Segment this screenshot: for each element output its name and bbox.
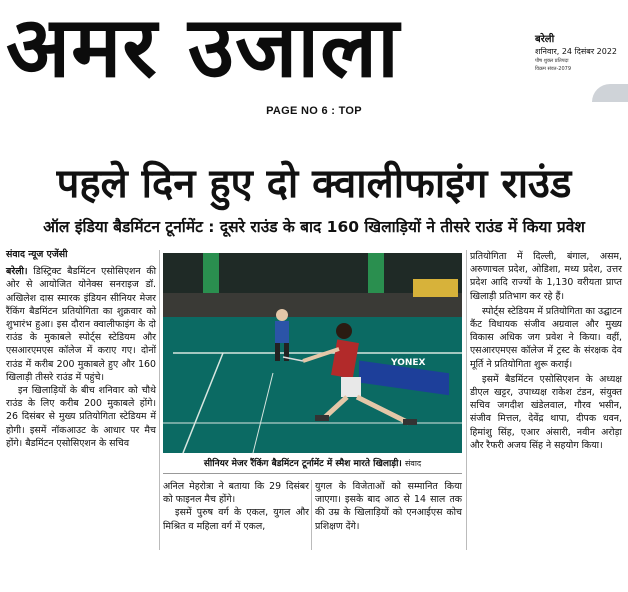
article-column-3: [315, 480, 462, 533]
hindu-date-2: विक्रम संवत-2079: [535, 66, 572, 72]
paragraph: इसमें बैडमिंटन एसोसिएशन के अध्यक्ष डीएल खट्टर, उपाध्यक्ष राकेश टंडन, संयुक्त सचिव जगदीश खंडेलवाल, गौरव भसीन, संजीव मित्तल, देवेंद्र थापा, दीपक धवन, हिमांशु सिंह, एआर अंसारी, नवीन अरोड़ा और रैफरी अजय सिंह ने सहयोग किया।: [470, 373, 622, 451]
paragraph: अनिल मेहरोत्रा ने बताया कि 29 दिसंबर को फाइनल मैच होंगे।: [163, 481, 309, 506]
banner-text: YONEX: [391, 358, 426, 368]
article-column-1: [6, 248, 156, 450]
caption-agency: संवाद: [404, 459, 422, 468]
newspaper-logo: अमर उजाला: [6, 0, 400, 94]
masthead-info: [535, 34, 627, 73]
masthead: [0, 0, 628, 100]
paragraph: [6, 265, 156, 384]
agency-byline: संवाद न्यूज एजेंसी: [6, 249, 68, 260]
column-divider: [159, 250, 160, 550]
article-column-4: [470, 250, 622, 452]
paragraph: प्रतियोगिता में दिल्ली, बंगाल, असम, अरुणाचल प्रदेश, ओडिशा, मध्य प्रदेश, उत्तर प्रदेश आदि राज्यों के 1,130 वरीयता प्राप्त खिलाड़ी प्रतिभाग कर रहे हैं।: [470, 251, 622, 302]
column-divider: [311, 480, 312, 550]
decorative-corner: [592, 84, 628, 102]
paragraph: इन खिलाड़ियों के बीच शनिवार को चौथे राउंड के लिए करीब 200 मुकाबले होंगे। 26 दिसंबर से मुख्य प्रतियोगिता स्टेडियम में होगी। इसमें नॉकआउट के आधार पर मैच होंगे। बैडमिंटन एसोसिएशन के सचिव: [6, 385, 156, 449]
page-number: PAGE NO 6 : TOP: [266, 105, 362, 117]
edition-city: बरेली: [535, 34, 555, 45]
paragraph-text: डिस्ट्रिक्ट बैडमिंटन एसोसिएशन की ओर से आयोजित योनेक्स सनराइज डॉ. अखिलेश दास स्मारक इंडियन सीनियर मेजर रैंकिंग बैडमिंटन प्रतियोगिता का शुक्रवार को शुभारंभ हुआ। इस दौरान क्वालीफाइंग के दो राउंड के मुकाबले स्पोर्ट्स स्टेडियम और एसआरएमएस कॉलेज में कराए गए। दोनों राउंड में करीब 200 मुकाबले हुए और 160 खिलाड़ी तीसरे राउंड में पहुंचे।: [6, 266, 156, 383]
paragraph: इसमें पुरुष वर्ग के एकल, युगल और मिश्रित व महिला वर्ग में एकल,: [163, 507, 309, 532]
caption-text: सीनियर मेजर रैंकिंग बैडमिंटन टूर्नामेंट में स्मैश मारते खिलाड़ी।: [203, 459, 402, 469]
paragraph: स्पोर्ट्स स्टेडियम में प्रतियोगिता का उद्घाटन कैंट विधायक संजीव अग्रवाल और मुख्य विकास अधिक जग प्रवेश ने किया। वहीं, एसआरएमएस कॉलेज में ट्रस्ट के संरक्षक देव मूर्ति ने प्रतियोगिता शुरू कराई।: [470, 305, 622, 370]
paragraph: युगल के विजेताओं को सम्मानित किया जाएगा। इसके बाद आठ से 14 साल तक की उम्र के खिलाड़ियों को एनआईएस कोच प्रशिक्षण देंगे।: [315, 481, 462, 532]
column-divider: [466, 250, 467, 550]
edition-date: शनिवार, 24 दिसंबर 2022: [535, 47, 618, 56]
article-photo: [163, 253, 462, 453]
article-column-2: [163, 480, 309, 533]
hindu-date-1: पौष शुक्ल प्रतिपदा: [535, 58, 569, 64]
headline: पहले दिन हुए दो क्वालीफाइंग राउंड: [56, 161, 572, 207]
dateline: बरेली।: [6, 266, 28, 278]
subheadline: ऑल इंडिया बैडमिंटन टूर्नामेंट : दूसरे राउंड के बाद 160 खिलाड़ियों ने तीसरे राउंड में किया प्रवेश: [43, 218, 585, 236]
photo-caption: [163, 456, 462, 474]
badminton-photo-graphic: [163, 253, 462, 453]
